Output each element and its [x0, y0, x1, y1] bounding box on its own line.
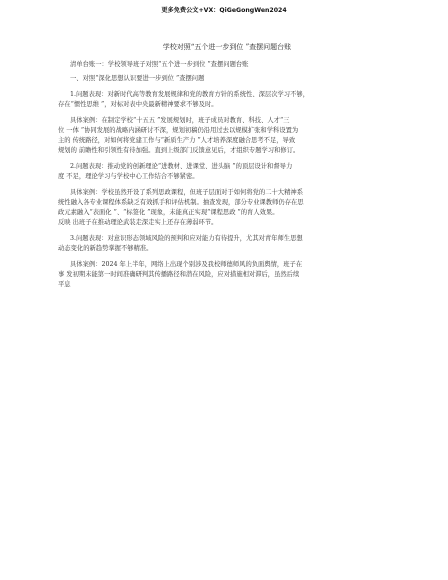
section-heading: 一、对照“深化思想认识要进一步到位 ”查摆问题	[70, 75, 205, 82]
paragraph-issue-1	[58, 90, 396, 110]
paragraph-issue-3	[58, 234, 396, 254]
paragraph-issue-2	[58, 162, 396, 182]
paragraph-line: 规划的 前瞻性和引领性有待加强。直到上级部门反馈意见后，才组织专题学习和修订。	[58, 147, 300, 154]
paragraph-line: 度 不足，理论学习与学校中心工作结合不够紧密。	[58, 173, 199, 180]
paragraph-line: 平息	[58, 281, 71, 288]
paragraph-line: 1.问题表现：对新时代高等教育发展规律和党的教育方针的系统性、深层次学习不够，	[70, 91, 309, 98]
paragraph-line: 具体案例：2024 年上半年，网络上出现个别涉及我校师德师风的负面舆情，班子在	[70, 261, 303, 268]
paragraph-case-2	[58, 188, 396, 228]
ledger-heading: 清单台账一：学校领导班子对照“五个进一步到位 ”查摆问题台账	[70, 61, 249, 68]
paragraph-line: 统性融入各专业课程体系缺乏有效抓手和评估机制。抽查发现，部分专业课教师仍存在思	[58, 199, 304, 206]
paragraph-case-1	[58, 116, 396, 156]
paragraph-line: 动态变化的新趋势掌握不够精准。	[58, 245, 153, 252]
paragraph-line: 事 发初期未能第一时间准确研判其传播路径和潜在风险，应对措施相对滞后，虽然后续	[58, 271, 300, 278]
paragraph-line: 具体案例：学校虽然开设了系列思政课程，但班子层面对于如何将党的二十大精神系	[70, 189, 303, 196]
paragraph-line: 主的 传统路径，对如何将党建工作与“新质生产力 ”人才培养深度融合思考不足，导致	[58, 137, 296, 144]
paragraph-line: 反映 出班子在推动理论武装走深走实上还存在薄弱环节。	[58, 219, 218, 226]
paragraph-case-3	[58, 260, 396, 290]
paragraph-line: 2.问题表现：推动党的创新理论“进教材、进课堂、进头脑 ”的顶层设计和督导力	[70, 163, 293, 170]
paragraph-line: 位 一体 ”协同发展的战略内涵研讨不深，规划初稿仍沿用过去以规模扩张和学科设置为	[58, 127, 299, 134]
paragraph-line: 存在“惯性思维 ”，对标对表中央最新精神要求不够及时。	[58, 101, 218, 108]
paragraph-line: 具体案例：在制定学校“十五五 ”发展规划时，班子成员对教育、科技、人才“三	[70, 117, 290, 124]
document-body	[58, 42, 396, 290]
banner-text: 更多免费公文+VX：QiGeGongWen2024	[161, 7, 287, 14]
paragraph-line: 政元素融入“表面化 ”、“标签化 ”现象，未能真正实现“课程思政 ”的育人效果。	[58, 209, 279, 216]
document-title: 学校对照“五个进一步到位 ”查摆问题台账	[162, 43, 292, 51]
paragraph-line: 3.问题表现：对意识形态领域风险的预判和应对能力有待提升，尤其对青年师生思想	[70, 235, 303, 242]
